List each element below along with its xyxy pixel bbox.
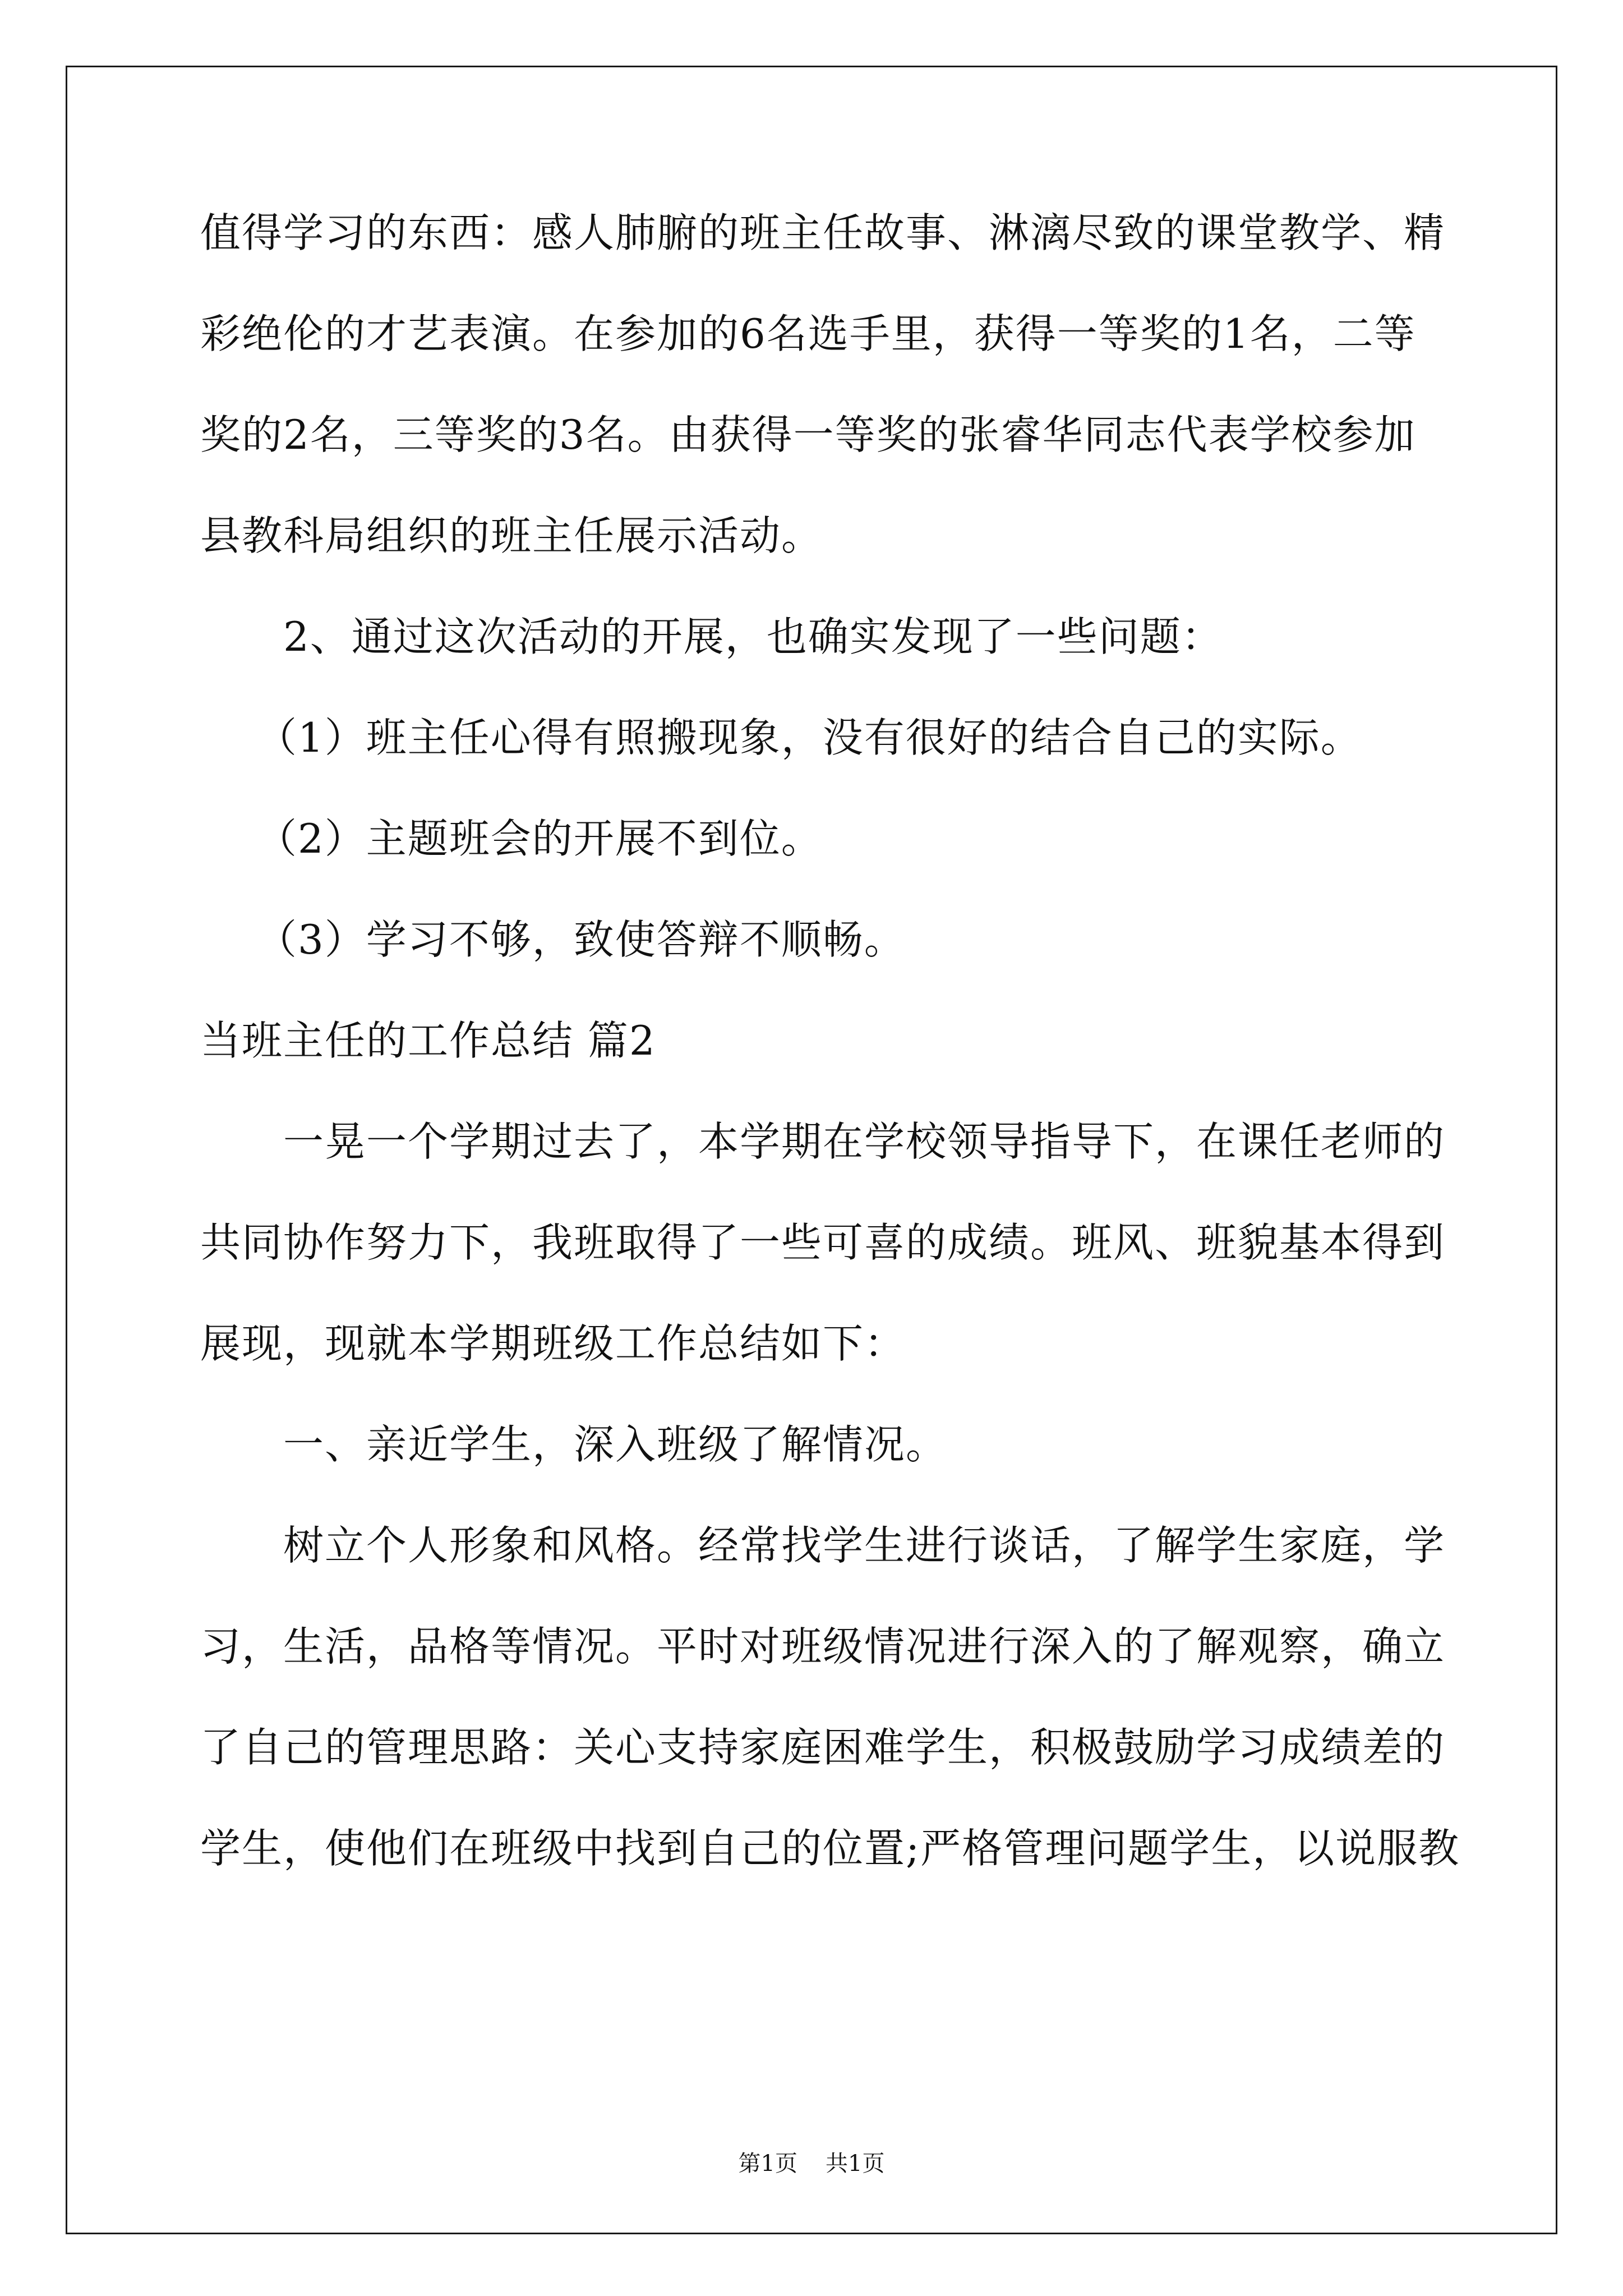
- paragraph-line: 树立个人形象和风格。经常找学生进行谈话，了解学生家庭，学: [283, 1522, 1446, 1569]
- subheading: 一、亲近学生，深入班级了解情况。: [283, 1421, 948, 1468]
- paragraph-line: 学生，使他们在班级中找到自己的位置;严格管理问题学生，以说服教: [200, 1825, 1460, 1872]
- page-footer: [0, 2150, 1623, 2178]
- paragraph-line: 奖的2名，三等奖的3名。由获得一等奖的张睿华同志代表学校参加: [200, 411, 1416, 458]
- paragraph-line: 习，生活，品格等情况。平时对班级情况进行深入的了解观察，确立: [200, 1623, 1446, 1670]
- paragraph-line: 展现，现就本学期班级工作总结如下：: [200, 1320, 906, 1367]
- page-number: 第1页: [738, 2151, 797, 2177]
- paragraph-line: 一晃一个学期过去了，本学期在学校领导指导下，在课任老师的: [283, 1118, 1446, 1165]
- paragraph-line: 值得学习的东西：感人肺腑的班主任故事、淋漓尽致的课堂教学、精: [200, 209, 1446, 256]
- section-heading: 当班主任的工作总结 篇2: [200, 1017, 656, 1064]
- list-item: （1）班主任心得有照搬现象，没有很好的结合自己的实际。: [256, 714, 1362, 761]
- page-total: 共1页: [826, 2151, 885, 2177]
- paragraph-line: 了自己的管理思路：关心支持家庭困难学生，积极鼓励学习成绩差的: [200, 1724, 1446, 1771]
- paragraph-line: 2、通过这次活动的开展，也确实发现了一些问题：: [283, 613, 1223, 660]
- paragraph-line: 县教科局组织的班主任展示活动。: [200, 512, 823, 559]
- paragraph-line: 共同协作努力下，我班取得了一些可喜的成绩。班风、班貌基本得到: [200, 1219, 1446, 1266]
- list-item: （3）学习不够，致使答辩不顺畅。: [256, 916, 906, 963]
- list-item: （2）主题班会的开展不到位。: [256, 815, 823, 862]
- paragraph-line: 彩绝伦的才艺表演。在参加的6名选手里，获得一等奖的1名，二等: [200, 310, 1416, 357]
